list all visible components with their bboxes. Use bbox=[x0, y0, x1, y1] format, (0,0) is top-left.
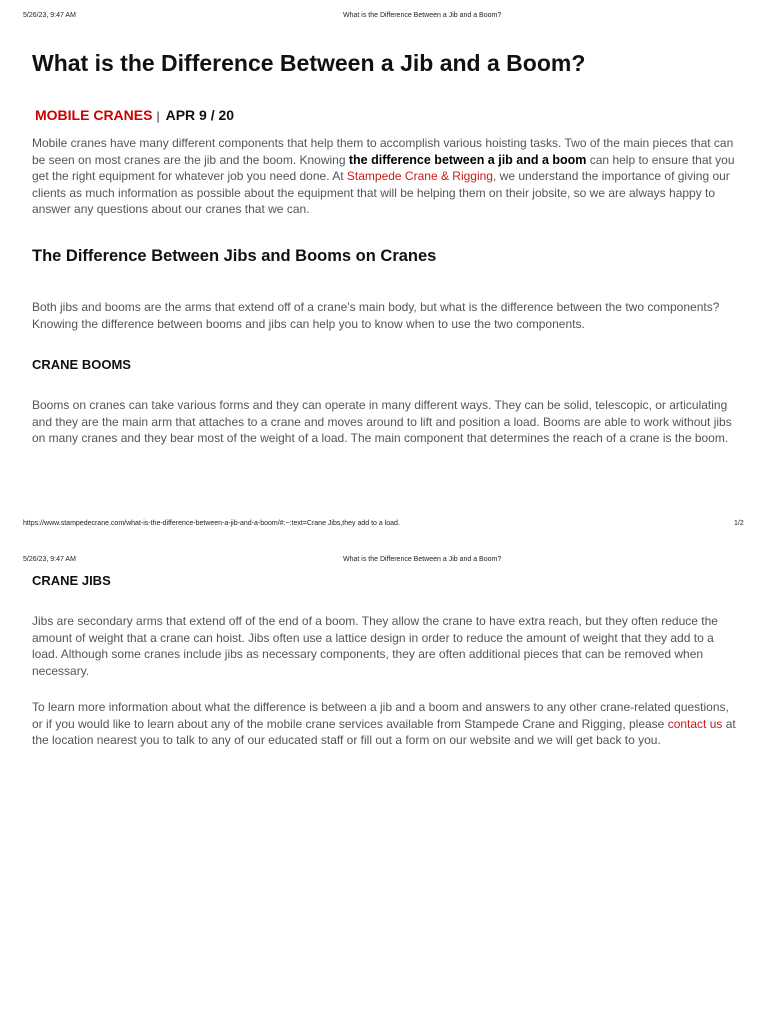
intro-text-3: , we understand the importance of giving our clients as much information as possible about the equipment that will be helping them on their jobsite, so we are always happy to answer any questions about our cranes that we can. bbox=[32, 169, 730, 217]
post-date: APR 9 / 20 bbox=[165, 107, 235, 123]
print-footer-page-number: 1/2 bbox=[734, 520, 744, 527]
intro-bold-text: the difference between a jib and a boom bbox=[348, 152, 587, 167]
intro-text-2: can help to ensure that you get the right equipment for whatever job you need done. At bbox=[32, 152, 735, 184]
print-header-datetime-page2: 5/26/23, 9:47 AM bbox=[23, 556, 76, 563]
page-title: What is the Difference Between a Jib and a Boom? bbox=[32, 50, 586, 76]
meta-separator: | bbox=[156, 109, 160, 123]
jibs-paragraph: Jibs are secondary arms that extend off of the end of a boom. They allow the crane to have extra reach, but they often reduce the amount of weight that a crane can hoist. Jibs often use a lattice design in order to reduce the amount of weight that they add to a load. Although some cranes include jibs as necessary components, they are often additional pieces that can be removed when necessary. bbox=[32, 614, 718, 678]
post-meta bbox=[35, 107, 234, 123]
intro-text-1: Mobile cranes have many different components that help them to accomplish various hoisting tasks. Two of the main pieces that can be seen on most cranes are the jib and the boom. Knowing bbox=[32, 136, 734, 167]
print-header-title-page2: What is the Difference Between a Jib and a Boom? bbox=[343, 556, 502, 563]
closing-text-2: at the location nearest you to talk to any of our educated staff or fill out a form on our website and we will get back to you. bbox=[32, 716, 736, 748]
contact-us-link[interactable]: contact us bbox=[667, 716, 723, 731]
section-heading: The Difference Between Jibs and Booms on Cranes bbox=[32, 247, 437, 265]
closing-paragraph bbox=[32, 699, 740, 749]
booms-paragraph: Booms on cranes can take various forms and they can operate in many different ways. They can be solid, telescopic, or articulating and they are the main arm that attaches to a crane and moves around to lift and position a load. Booms are able to work without jibs on many cranes and they bear most of the weight of a load. The main component that determines the reach of a crane is the boom. bbox=[32, 398, 732, 446]
stampede-link[interactable]: Stampede Crane & Rigging bbox=[346, 169, 493, 184]
intro-paragraph bbox=[32, 135, 740, 218]
closing-text-1: To learn more information about what the difference is between a jib and a boom and answers to any other crane-related questions, or if you would like to learn about any of the mobile crane services available from Stampede Crane and Rigging, please bbox=[32, 700, 729, 731]
category-link[interactable]: MOBILE CRANES bbox=[35, 107, 153, 123]
print-footer-url: https://www.stampedecrane.com/what-is-the-difference-between-a-jib-and-a-boom/#:~:text=Crane Jibs,they add to a load. bbox=[23, 520, 400, 527]
jibs-heading: CRANE JIBS bbox=[32, 573, 111, 588]
booms-heading: CRANE BOOMS bbox=[32, 357, 131, 372]
print-header-datetime: 5/26/23, 9:47 AM bbox=[23, 12, 76, 19]
section-paragraph: Both jibs and booms are the arms that extend off of a crane's main body, but what is the difference between the two components? Knowing the difference between booms and jibs can help you to know when to use the two components. bbox=[32, 300, 720, 331]
print-header-title: What is the Difference Between a Jib and a Boom? bbox=[343, 12, 502, 19]
